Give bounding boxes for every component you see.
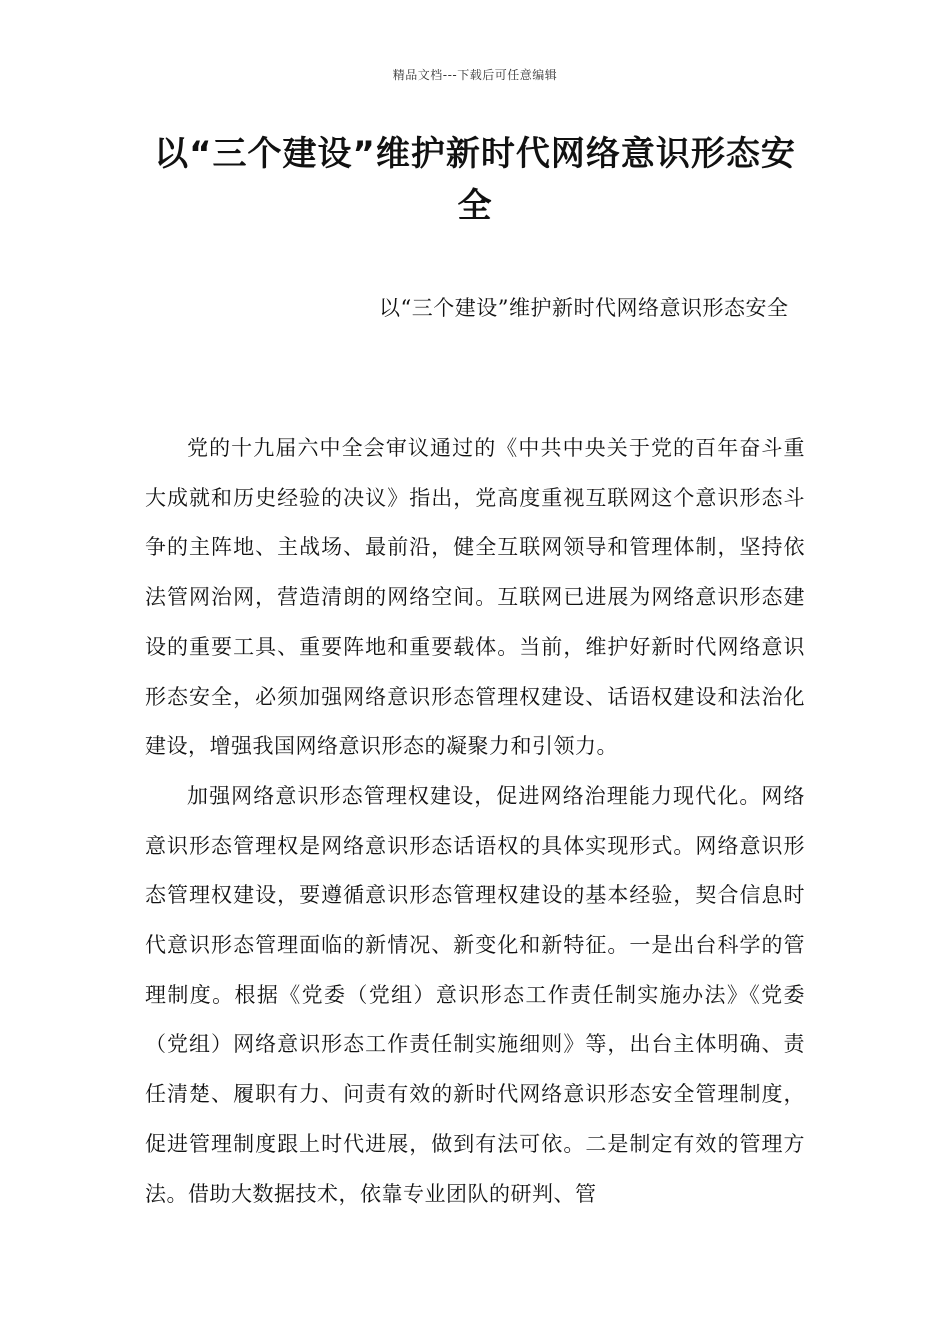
header-note: 精品文档---下载后可任意编辑 xyxy=(392,68,558,82)
document-body xyxy=(145,424,805,1219)
document-title: 以“三个建设”维护新时代网络意识形态安全 xyxy=(154,134,796,226)
paragraph-1: 党的十九届六中全会审议通过的《中共中央关于党的百年奋斗重大成就和历史经验的决议》指出，党高度重视互联网这个意识形态斗争的主阵地、主战场、最前沿，健全互联网领导和管理体制，坚持依法管网治网，营造清朗的网络空间。互联网已进展为网络意识形态建设的重要工具、重要阵地和重要载体。当前，维护好新时代网络意识形态安全，必须加强网络意识形态管理权建设、话语权建设和法治化建设，增强我国网络意识形态的凝聚力和引领力。 xyxy=(145,436,805,759)
document-subtitle: 以“三个建设”维护新时代网络意识形态安全 xyxy=(379,296,789,320)
paragraph-2: 加强网络意识形态管理权建设，促进网络治理能力现代化。网络意识形态管理权是网络意识形态话语权的具体实现形式。网络意识形态管理权建设，要遵循意识形态管理权建设的基本经验，契合信息时代意识形态管理面临的新情况、新变化和新特征。一是出台科学的管理制度。根据《党委（党组）意识形态工作责任制实施办法》《党委（党组）网络意识形态工作责任制实施细则》等，出台主体明确、责任清楚、履职有力、问责有效的新时代网络意识形态安全管理制度，促进管理制度跟上时代进展，做到有法可依。二是制定有效的管理方法。借助大数据技术，依靠专业团队的研判、管 xyxy=(145,783,805,1206)
